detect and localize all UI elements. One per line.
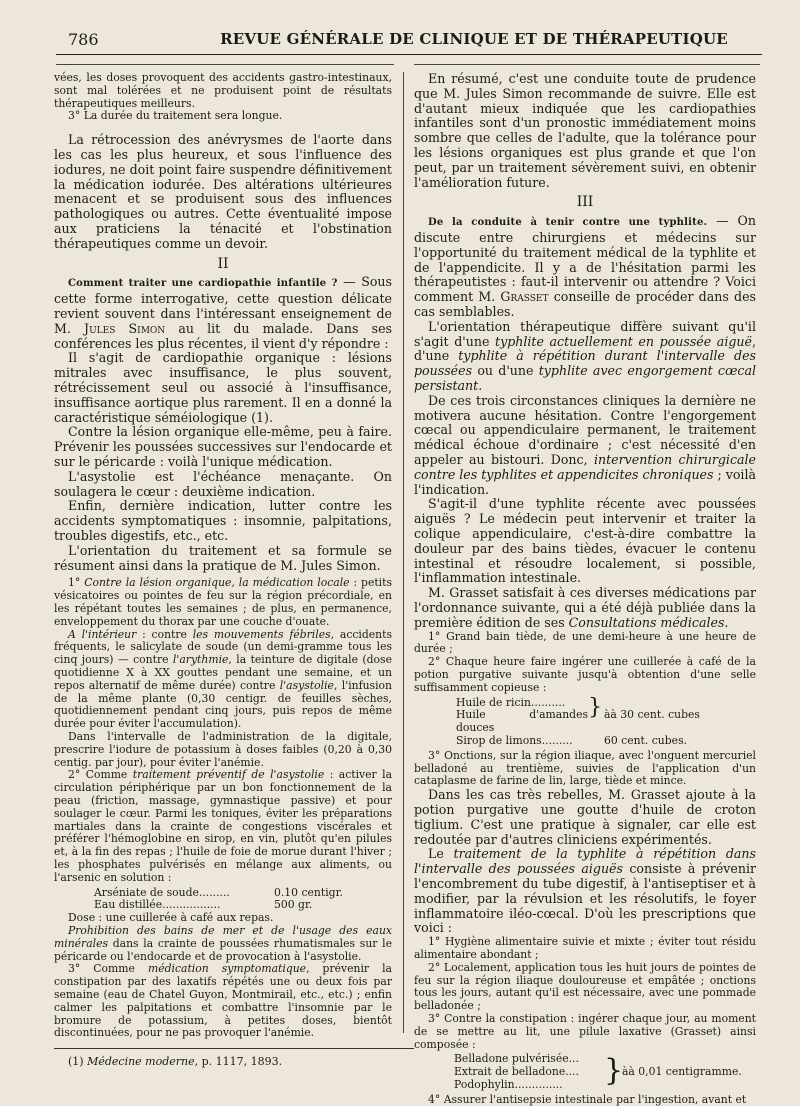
- prescription: [454, 1053, 756, 1091]
- text-run: A l'intérieur: [68, 627, 137, 641]
- text-run: au lit du malade. Dans ses conférences les plus récentes, il vient d'y répondre :: [54, 320, 392, 351]
- paragraph: L'orientation du traitement et sa formule se résument ainsi dans la pratique de M. Jules Simon.: [54, 542, 392, 573]
- text-run: Contre la lésion organique, la médication locale: [84, 576, 350, 590]
- text-run: 1°: [68, 576, 85, 590]
- text-run: , d'une: [414, 333, 756, 364]
- text-run: typhlite à répétition durant l'intervalle des poussées: [414, 348, 756, 379]
- text-run: L'orientation thérapeutique diffère suivant qu'il s'agit d'une: [414, 318, 756, 349]
- text-run: , accidents fréquents, le salicylate de soude (un demi-gramme tous les cinq jours) — contre: [54, 627, 393, 667]
- paragraph: [54, 275, 392, 351]
- paragraph: [54, 963, 392, 1040]
- prescription-item: Podophylin..............: [454, 1077, 563, 1091]
- prescription-item: Belladone pulvérisée...: [454, 1052, 579, 1066]
- text-run: les mouvements fébriles: [192, 627, 331, 641]
- text-run: Consultations médicales: [568, 614, 725, 630]
- paragraph: 3° La durée du traitement sera longue.: [68, 109, 283, 123]
- text-run: Médecine moderne: [87, 1055, 195, 1069]
- text-run: , p. 1117, 1893.: [194, 1055, 283, 1069]
- text-run: Prohibition des bains de mer et de l'usage des eaux minérales: [54, 923, 392, 950]
- author-name: Jules Simon: [84, 320, 166, 336]
- text-run: traitement de la typhlite à répétition dans l'intervalle des poussées aiguës: [414, 846, 756, 877]
- running-title: REVUE GÉNÉRALE DE CLINIQUE ET DE THÉRAPEUTIQUE: [220, 30, 728, 48]
- paragraph: [54, 577, 392, 628]
- prescription-item: Huile d'amandes douces: [456, 708, 588, 735]
- paragraph: Dose : une cuillerée à café aux repas.: [68, 911, 274, 925]
- prescription-item: Huile de ricin..........: [456, 695, 566, 709]
- brace-icon: }: [588, 694, 602, 720]
- footnote: [54, 1055, 392, 1069]
- text-run: — Sous cette forme interrogative, cette question délicate revient souvent dans l'intéressant enseignement de M.: [54, 274, 392, 336]
- text-run: M. Grasset satisfait à ces diverses médications par l'ordonnance suivante, qui a été déjà publiée dans la première édition de ses: [414, 585, 756, 630]
- prescription-item: Arséniate de soude.........: [94, 885, 230, 899]
- paragraph: 2° Localement, application tous les huit jours de pointes de feu sur la région iliaque douloureuse et empâtée ; onctions tous les jours, autant qu'il est nécessaire, avec une pommade belladonée ;: [414, 960, 756, 1013]
- text-run: l'arythmie: [172, 653, 229, 667]
- paragraph: Dans l'intervalle de l'administration de la digitale, prescrire l'iodure de potassium à doses faibles (0,20 à 0,30 centig. par jour), pour éviter l'anémie.: [54, 729, 392, 769]
- text-run: — On discute entre chirurgiens et médecins sur l'opportunité du traitement médical de la typhlite et de l'appendicite. Il y a de l'hésitation parmi les thérapeutistes : faut-il intervenir ou attendre ? Voici comment M.: [414, 213, 756, 305]
- text-run: 3° Comme: [68, 962, 148, 976]
- prescription-dose: 500 gr.: [274, 898, 313, 912]
- paragraph: [54, 769, 392, 884]
- paragraph: Enfin, dernière indication, lutter contre les accidents symptomatiques : insomnie, palpitations, troubles digestifs, etc., etc.: [54, 498, 392, 544]
- paragraph: [414, 847, 756, 936]
- text-run: ; voilà l'indication.: [414, 466, 756, 497]
- author-name: Grasset: [500, 289, 549, 305]
- paragraph: vées, les doses provoquent des accidents gastro-intestinaux, sont mal tolérées et ne produisent point de résultats thérapeutiques meilleurs.: [54, 71, 392, 110]
- prescription-dose: 60 cent. cubes.: [604, 733, 688, 747]
- prescription-dose: 0.10 centigr.: [274, 885, 343, 899]
- paragraph: [54, 925, 392, 963]
- prescription-dose: àà 30 cent. cubes: [604, 708, 700, 722]
- section-number: III: [576, 194, 594, 211]
- section-heading: De la conduite à tenir contre une typhlite.: [428, 217, 708, 229]
- text-run: De ces trois circonstances cliniques la dernière ne motivera aucune hésitation. Contre l'engorgement cœcal ou appendiculaire permanent, le traitement médical échoue d'ordinaire ; c'est nécessité d'en appeler au bistouri. Donc,: [414, 392, 756, 468]
- paragraph: En résumé, c'est une conduite toute de prudence que M. Jules Simon recommande de suivre. Elle est d'autant mieux indiquée que les cardiopathies infantiles sont d'un pronostic immédiatement moins sombre que celles de l'adulte, que la tolérance pour les lésions organiques est plus grande et que l'on peut, par un traitement sévèrement suivi, en obtenir l'amélioration future.: [414, 71, 756, 190]
- paragraph: Il s'agit de cardiopathie organique : lésions mitrales avec insuffisance, le plus souvent, rétrécissement seul ou associé à l'insuffisance, insuffisance aortique plus rarement. Il en a donné la caractéristique séméiologique (1).: [54, 350, 392, 425]
- column-divider: [403, 72, 404, 1033]
- text-run: .: [478, 378, 483, 394]
- section-number: II: [217, 255, 229, 272]
- prescription-item: Extrait de belladone....: [454, 1065, 579, 1079]
- top-rule-right: [414, 64, 760, 65]
- left-column: [54, 72, 392, 1069]
- text-run: (1): [68, 1055, 88, 1069]
- text-run: intervention chirurgicale contre les typhlites et appendicites chroniques: [414, 452, 756, 482]
- text-run: : petits vésicatoires ou pointes de feu sur la région précordiale, en les répétant toutes les semaines ; de plus, en permanence, enveloppement du thorax par une couche d'ouate.: [54, 576, 393, 628]
- text-run: Le: [428, 846, 454, 862]
- paragraph: Contre la lésion organique elle-même, peu à faire. Prévenir les poussées successives sur l'endocarde et sur le péricarde : voilà l'unique médication.: [54, 424, 392, 470]
- paragraph: 3° Onctions, sur la région iliaque, avec l'onguent mercuriel belladoné au trentième, suivies de l'application d'un cataplasme de farine de lin, large, tiède et mince.: [414, 748, 756, 788]
- text-run: médication symptomatique: [147, 962, 307, 976]
- brace-icon: }: [604, 1053, 624, 1089]
- paragraph: 1° Grand bain tiède, de une demi-heure à une heure de durée ;: [414, 629, 756, 656]
- paragraph: Dans les cas très rebelles, M. Grasset ajoute à la potion purgative une goutte d'huile de croton tiglium. C'est une pratique à signaler, car elle est redoutée par d'autres cliniciens expérimentés.: [414, 787, 756, 847]
- text-run: dans la crainte de poussées rhumatismales sur le péricarde ou l'endocarde et de provocation à l'asystolie.: [54, 936, 392, 963]
- text-run: , prévenir la constipation par des laxatifs répétés une ou deux fois par semaine (eau de Chatel Guyon, Montmirail, etc., etc.) ; enfin calmer les palpitations et combattre l'insomnie par le bromure de potassium, à petites doses, bientôt discontinuées, pour ne pas provoquer l'anémie.: [54, 962, 392, 1040]
- prescription-item: Sirop de limons.........: [456, 733, 573, 747]
- paragraph: [54, 629, 392, 731]
- paragraph: [414, 320, 756, 394]
- paragraph: L'asystolie est l'échéance menaçante. On soulagera le cœur : deuxième indication.: [54, 468, 392, 499]
- prescription: [94, 887, 392, 913]
- paragraph: [414, 214, 756, 320]
- paragraph: La rétrocession des anévrysmes de l'aorte dans les cas les plus heureux, et sous l'influence des iodures, ne doit point faire suspendre définitivement la médication iodurée. Des altérations ultérieures menacent et se produisent sous des influences pathologiques ou autres. Cette éventualité impose aux praticiens la ténacité et l'obstination thérapeutiques comme un devoir.: [54, 132, 392, 251]
- text-run: , la teinture de digitale (dose quotidienne X à XX gouttes pendant une semaine, et un repos alternatif de même durée) contre: [54, 653, 392, 692]
- page-header: [56, 28, 762, 55]
- paragraph: 2° Chaque heure faire ingérer une cuillerée à café de la potion purgative suivante jusqu'à obtention d'une selle suffisamment copieuse :: [414, 655, 756, 694]
- text-run: traitement préventif de l'asystolie: [132, 768, 325, 782]
- text-run: l'asystolie: [279, 678, 334, 692]
- right-column: [414, 72, 756, 1106]
- prescription-item: Eau distillée.................: [94, 898, 221, 912]
- text-run: typhlite avec engorgement cœcal persistant: [414, 363, 756, 394]
- paragraph: 3° Contre la constipation : ingérer chaque jour, au moment de se mettre au lit, une pilule laxative (Grasset) ainsi composée :: [414, 1011, 756, 1051]
- prescription-dose: àà 0,01 centigramme.: [622, 1065, 742, 1079]
- text-run: conseille de procéder dans des cas semblables.: [414, 289, 756, 320]
- section-heading: Comment traiter une cardiopathie infantile ?: [68, 278, 338, 290]
- text-run: ou d'une: [472, 363, 539, 379]
- paragraph: [414, 586, 756, 630]
- text-run: typhlite actuellement en poussée aiguë: [495, 333, 752, 349]
- prescription: [456, 694, 756, 748]
- paragraph: [414, 394, 756, 498]
- text-run: , l'infusion de la même plante (0,30 centigr. de feuilles sèches, quotidiennement pendant cinq jours, puis repos de même durée pour éviter l'accumulation).: [54, 678, 392, 731]
- footnote-rule: [54, 1048, 414, 1049]
- paragraph: 1° Hygiène alimentaire suivie et mixte ; éviter tout résidu alimentaire abondant ;: [414, 935, 756, 961]
- text-run: consiste à prévenir l'encombrement du tube digestif, à l'antiseptiser et à modifier, par la révulsion et les résolutifs, le foyer inflammatoire iléo-cœcal. D'où les prescriptions que voici :: [414, 861, 756, 936]
- paragraph: S'agit-il d'une typhlite récente avec poussées aiguës ? Le médecin peut intervenir et traiter la colique appendiculaire, c'est-à-dire combattre la douleur par des bains tièdes, évacuer le contenu intestinal et résoudre localement, si possible, l'inflammation intestinale.: [414, 496, 756, 586]
- text-run: : activer la circulation périphérique par un bon fonctionnement de la peau (friction, massage, gymnastique passive) et pour soulager le cœur. Parmi les toniques, éviter les préparations martiales dans la crainte de congestions viscérales et préférer l'hémoglobine en sirop, en vin, plutôt qu'en pilules et, à la fin des repas ; l'huile de foie de morue durant l'hiver ; les phosphates pulvérisés en mélange aux aliments, ou l'arsenic en solution :: [54, 768, 393, 884]
- text-run: 2° Comme: [68, 768, 133, 782]
- top-rule-left: [56, 64, 394, 65]
- page-number: 786: [68, 30, 99, 49]
- text-run: : contre: [136, 627, 193, 641]
- text-run: .: [724, 614, 729, 630]
- paragraph: 4° Assurer l'antisepsie intestinale par l'ingestion, avant et: [428, 1092, 747, 1106]
